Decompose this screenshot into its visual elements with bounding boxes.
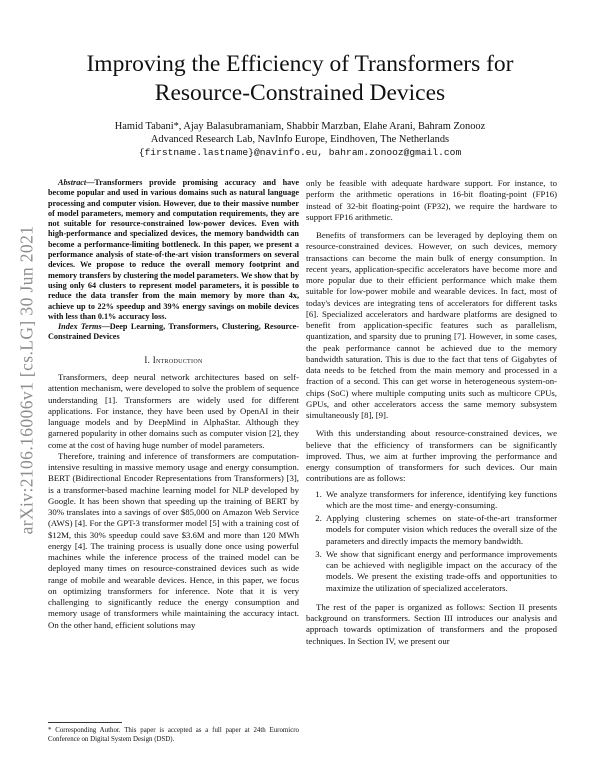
author-list: Hamid Tabani*, Ajay Balasubramaniam, Shabbir Marzban, Elahe Arani, Bahram Zonooz xyxy=(114,121,486,132)
abstract-text: —Transformers provide promising accuracy and have become popular and used in various domains such as natural language processing and computer vision. However, due to their massive number of model parameters, memory and computation requirements, they are not suitable for resource-constrained low-power devices. Even with high-performance and specialized devices, the memory bandwidth can become a performance-limiting bottleneck. In this paper, we present a performance analysis of state-of-the-art vision transformers on several devices. We propose to reduce the overall memory footprint and memory transfers by clustering the model parameters. We show that by using only 64 clusters to represent model parameters, it is possible to reduce the data transfer from the main memory by more than 4x, achieve up to 22% speedup and 39% energy savings on mobile devices with less than 0.1% accuracy loss. xyxy=(48,178,299,321)
paragraph: Therefore, training and inference of transformers are computation-intensive resulting in massive memory usage and energy consumption. BERT (Bidirectional Encoder Representations from Transformers) [3], is a transformer-based machine learning model for NLP developed by Google. It has been shown that speeding up the training of BERT by 30% translates into a savings of over $85,000 on Amazon Web Service (AWS) [4]. For the GPT-3 transformer model [5] with a training cost of $12M, this 30% speedup could save $3.6M and more than 120 MWh energy [4]. The training process is usually done once using powerful machines while the inference process of the trained model can be deployed many times on resource-constrained devices such as wide range of mobile and wearable devices. Hence, in this paper, we focus on optimizing transformers for inference. Note that it is very challenging to significantly reduce the energy consumption and memory usage of transformers while maintaining the accuracy intact. On the other hand, efficient solutions may xyxy=(48,450,299,630)
contribution-item: 2. Applying clustering schemes on state-of-the-art transformer models for computer vision which reduces the overall size of the parameters and directly impacts the memory bandwidth. xyxy=(324,513,557,547)
paragraph-continued: only be feasible with adequate hardware support. For instance, to perform the arithmetic operations in 16-bit floating-point (FP16) instead of 32-bit floating-point (FP32), we require the hardware to support FP16 arithmetic. xyxy=(306,178,557,222)
arxiv-identifier-text: arXiv:2106.16006v1 [cs.LG] 30 Jun 2021 xyxy=(16,225,37,535)
paragraph: Transformers, deep neural network architectures based on self-attention mechanism, were developed to solve the problem of sequence understanding [1]. Transformers are widely used for different applications. For instance, they have been used by OpenAI in their language models and by DeepMind in AlphaStar. Although they garnered popularity in other domains such as computer vision [2], they come at the cost of having huge number of model parameters. xyxy=(48,372,299,450)
abstract xyxy=(48,178,299,322)
arxiv-identifier xyxy=(12,160,42,600)
paper-title xyxy=(60,50,540,108)
contribution-item: 3. We show that significant energy and performance improvements can be achieved with negligible impact on the accuracy of the models. We present the existing trade-offs and opportunities to maximize the utilization of specialized accelerators. xyxy=(324,549,557,594)
contribution-item: 1. We analyze transformers for inference, identifying key functions which are the most time- and energy-consuming. xyxy=(324,489,557,512)
title-line-2: Resource-Constrained Devices xyxy=(154,80,446,106)
right-column xyxy=(306,178,557,647)
left-column xyxy=(48,178,299,631)
index-terms xyxy=(48,322,299,343)
index-terms-text: —Deep Learning, Transformers, Clustering, Resource-Constrained Devices xyxy=(48,322,300,342)
contributions-list xyxy=(306,489,557,594)
title-line-1: Improving the Efficiency of Transformers for xyxy=(86,51,514,77)
paragraph: With this understanding about resource-constrained devices, we believe that the efficiency of transformers can be significantly improved. Thus, we aim at further improving the performance and energy consumption of transformers for such devices. Our main contributions are as follows: xyxy=(306,428,557,484)
paragraph: The rest of the paper is organized as follows: Section II presents background on transformers. Section III introduces our analysis and approach towards optimization of transformers and the proposed techniques. In Section IV, we present our xyxy=(306,601,557,646)
section-name: Introduction xyxy=(152,354,203,365)
abstract-label: Abstract xyxy=(58,178,87,187)
section-number: I. xyxy=(144,354,153,365)
section-heading-introduction xyxy=(48,355,299,366)
paragraph: Benefits of transformers can be leveraged by deploying them on resource-constrained devices. However, on such devices, memory transactions can become the main bulk of energy consumption. In recent years, application-specific accelerators have become more and more popular due to their efficient performance which make them suitable for low-power mobile and wearable devices. In fact, most of today's devices are integrating tens of accelerators for different tasks [6]. Specialized accelerators and hardware platforms are designed to benefit from application-specific features such as parallelism, quantization, and sparsity due to pruning [7]. However, in some cases, the peak performance cannot be achieved due to the memory bandwidth saturation. This is due to the fact that tens of Gigabytes of data needs to be fetched from the main memory and processed in a fraction of a second. This can get worse in heterogeneous system-on-chips (SoC) where multiple computing units such as multicore CPUs, GPUs, and other accelerators access the same memory subsystem simultaneously [8], [9]. xyxy=(306,230,557,420)
author-emails: {firstname.lastname}@navinfo.eu, bahram.zonooz@gmail.com xyxy=(138,147,462,158)
affiliation: Advanced Research Lab, NavInfo Europe, Eindhoven, The Netherlands xyxy=(150,134,450,145)
footnote: * Corresponding Author. This paper is accepted as a full paper at 24th Euromicro Conference on Digital System Design (DSD). xyxy=(48,727,299,743)
index-terms-label: Index Terms xyxy=(58,322,102,332)
footnote-rule xyxy=(48,722,122,723)
